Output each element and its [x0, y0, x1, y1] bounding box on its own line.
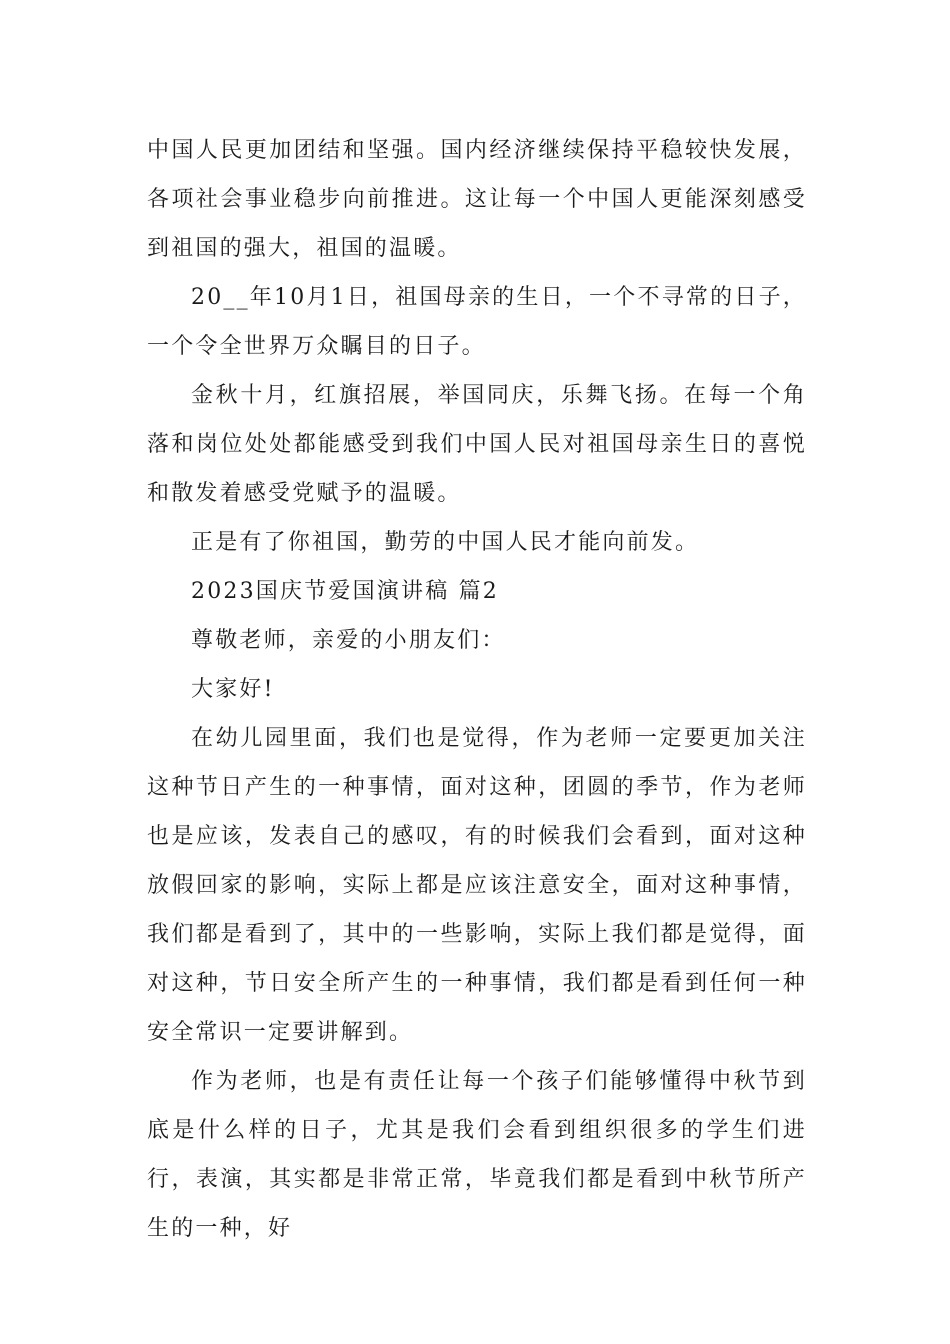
paragraph-4: 正是有了你祖国，勤劳的中国人民才能向前发。	[191, 530, 700, 555]
salutation: 尊敬老师，亲爱的小朋友们：	[191, 628, 506, 653]
document-body	[147, 126, 807, 1253]
paragraph-1: 中国人民更加团结和坚强。国内经济继续保持平稳较快发展，各项社会事业稳步向前推进。这让每一个中国人更能深刻感受到祖国的强大，祖国的温暖。	[147, 138, 807, 261]
paragraph-2: 20__年10月1日，祖国母亲的生日，一个不寻常的日子，一个令全世界万众瞩目的日子。	[147, 285, 807, 359]
paragraph-8: 在幼儿园里面，我们也是觉得，作为老师一定要更加关注这种节日产生的一种事情，面对这种，团圆的季节，作为老师也是应该，发表自己的感叹，有的时候我们会看到，面对这种放假回家的影响，实际上都是应该注意安全，面对这种事情，我们都是看到了，其中的一些影响，实际上我们都是觉得，面对这种，节日安全所产生的一种事情，我们都是看到任何一种安全常识一定要讲解到。	[147, 726, 807, 1045]
paragraph-3: 金秋十月，红旗招展，举国同庆，乐舞飞扬。在每一个角落和岗位处处都能感受到我们中国人民对祖国母亲生日的喜悦和散发着感受党赋予的温暖。	[147, 383, 807, 506]
greeting: 大家好!	[191, 677, 275, 702]
section-heading: 2023国庆节爱国演讲稿 篇2	[191, 579, 499, 604]
paragraph-9: 作为老师，也是有责任让每一个孩子们能够懂得中秋节到底是什么样的日子，尤其是我们会看到组织很多的学生们进行，表演，其实都是非常正常，毕竟我们都是看到中秋节所产生的一种，好	[147, 1069, 807, 1241]
